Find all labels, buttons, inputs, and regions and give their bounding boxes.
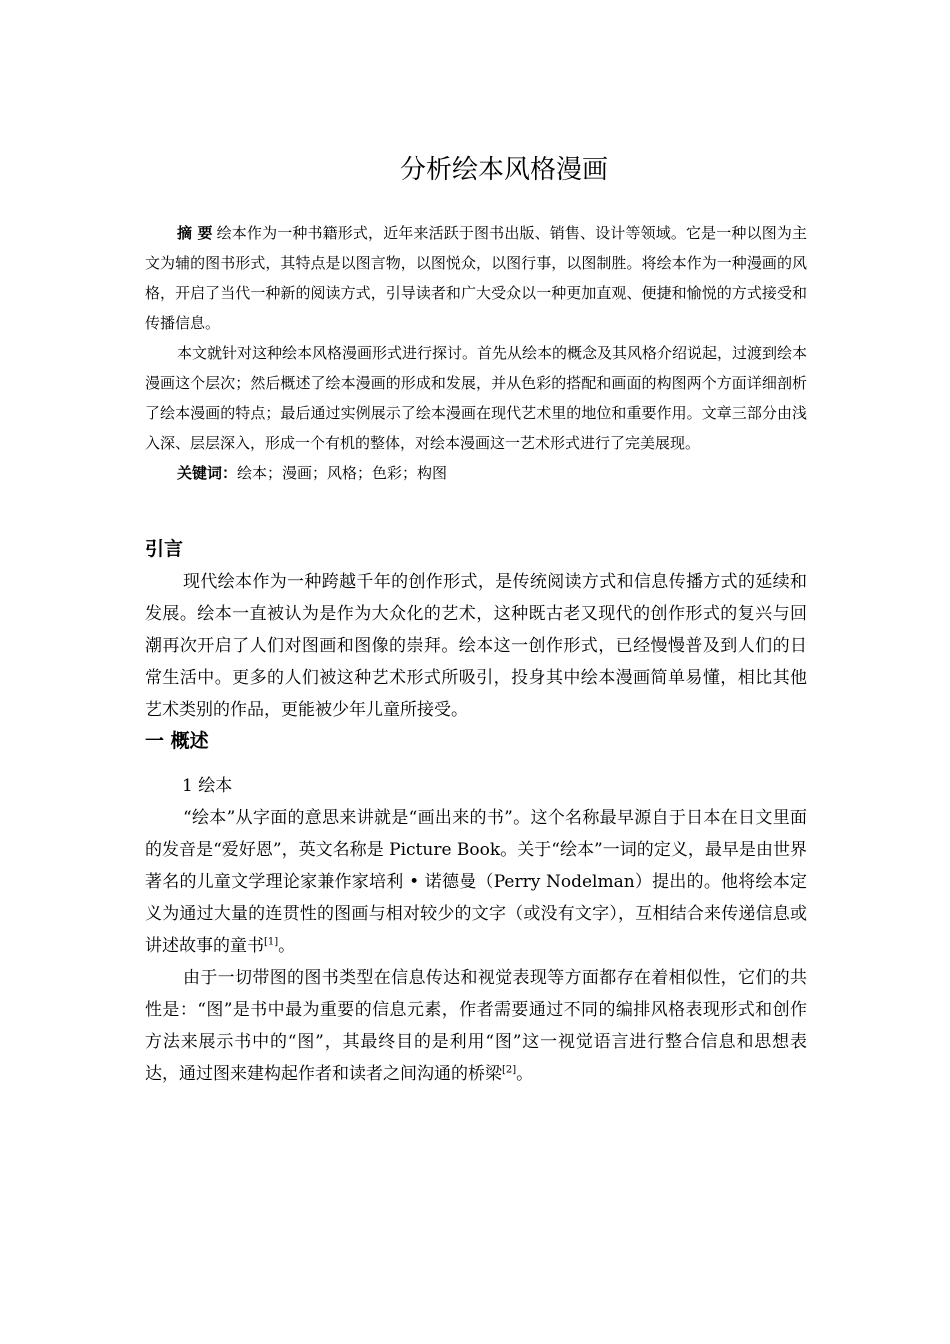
section1-subheading: 1 绘本 — [182, 776, 233, 796]
paragraph-end: 。 — [516, 1064, 534, 1084]
paragraph-text: “绘本”从字面的意思来讲就是“画出来的书”。这个名称最早源自于日本在日文里面的发音是“爱好恩”，英文名称是 Picture Book。关于“绘本”一词的定义，最早是由世界著名的儿童文学理论家兼作家培利 • 诺德曼（Perry Nodelman）提出的。他将绘本定义为通过大量的连贯性的图画与相对较少的文字（或没有文字），互相结合来传递信息或讲述故事的童书 — [145, 808, 807, 956]
abstract-text: 绘本作为一种书籍形式，近年来活跃于图书出版、销售、设计等领域。它是一种以图为主文为辅的图书形式，其特点是以图言物，以图悦众，以图行事，以图制胜。将绘本作为一种漫画的风格，开启了当代一种新的阅读方式，引导读者和广大受众以一种更加直观、便捷和愉悦的方式接受和传播信息。 — [145, 224, 807, 332]
citation-1: [1] — [264, 936, 279, 948]
section1-body — [145, 802, 807, 1090]
abstract-paragraph-2: 本文就针对这种绘本风格漫画形式进行探讨。首先从绘本的概念及其风格介绍说起，过渡到绘本漫画这个层次；然后概述了绘本漫画的形成和发展，并从色彩的搭配和画面的构图两个方面详细剖析了绘本漫画的特点；最后通过实例展示了绘本漫画在现代艺术里的地位和重要作用。文章三部分由浅入深、层层深入，形成一个有机的整体，对绘本漫画这一艺术形式进行了完美展现。 — [145, 344, 808, 452]
intro-paragraph: 现代绘本作为一种跨越千年的创作形式，是传统阅读方式和信息传播方式的延续和发展。绘本一直被认为是作为大众化的艺术，这种既古老又现代的创作形式的复兴与回潮再次开启了人们对图画和图像的崇拜。绘本这一创作形式，已经慢慢普及到人们的日常生活中。更多的人们被这种艺术形式所吸引，投身其中绘本漫画简单易懂，相比其他艺术类别的作品，更能被少年儿童所接受。 — [145, 572, 807, 720]
section1-paragraph-2 — [145, 962, 807, 1090]
section1-heading: 一 概述 — [145, 730, 209, 752]
keywords-label: 关键词： — [177, 464, 238, 482]
citation-2: [2] — [502, 1064, 517, 1076]
abstract-paragraph — [145, 218, 807, 338]
keywords-text: 绘本；漫画；风格；色彩；构图 — [237, 464, 448, 482]
intro-heading: 引言 — [145, 538, 184, 560]
paragraph-text: 由于一切带图的图书类型在信息传达和视觉表现等方面都存在着相似性，它们的共性是：“图”是书中最为重要的信息元素，作者需要通过不同的编排风格表现形式和创作方法来展示书中的“图”，其最终目的是利用“图”这一视觉语言进行整合信息和思想表达，通过图来建构起作者和读者之间沟通的桥梁 — [145, 968, 807, 1084]
paragraph-end: 。 — [278, 936, 296, 956]
abstract-section — [145, 218, 807, 488]
intro-body — [145, 566, 807, 726]
abstract-label: 摘 要 — [177, 224, 213, 242]
keywords-line — [145, 458, 807, 488]
section1-paragraph-1 — [145, 802, 807, 962]
page-title: 分析绘本风格漫画 — [399, 155, 608, 185]
